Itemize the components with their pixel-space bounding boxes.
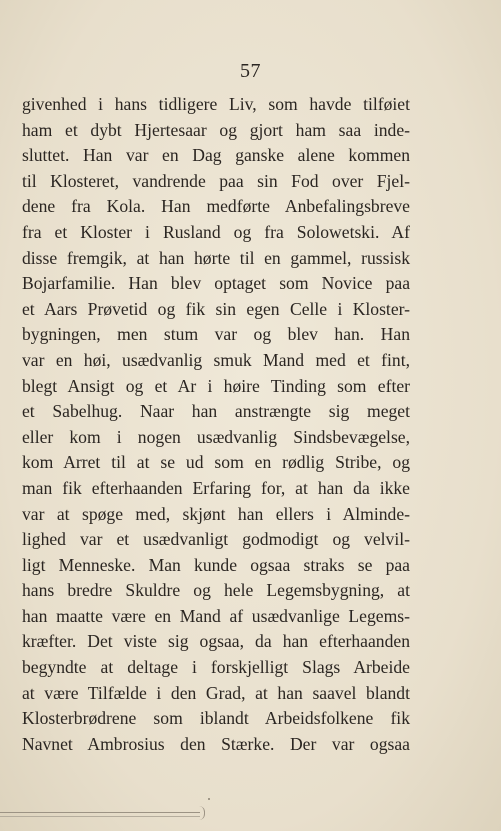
text-line: var en høi, usædvanlig smuk Mand med et fint, [22,349,410,370]
text-line: kom Arret til at se ud som en rødlig Stribe, og [22,452,410,473]
text-line: eller kom i nogen usædvanlig Sindsbevægelse, [22,426,410,447]
text-line: ham et dybt Hjertesaar og gjort ham saa inde- [22,119,410,140]
speck-mark [208,798,210,800]
text-line: til Klosteret, vandrende paa sin Fod over Fjel- [22,170,410,191]
text-line: Klosterbrødrene som iblandt Arbeidsfolkene fik [22,708,410,729]
text-line: Navnet Ambrosius den Stærke. Der var ogsaa [22,733,410,754]
text-line: givenhed i hans tidligere Liv, som havde tilføiet [22,94,410,114]
text-line: disse fremgik, at han hørte til en gammel, russisk [22,247,410,268]
body-text [22,92,410,757]
text-line: et Aars Prøvetid og fik sin egen Celle i Kloster- [22,298,410,319]
text-line: Bojarfamilie. Han blev optaget som Novice paa [22,273,410,294]
text-line: kræfter. Det viste sig ogsaa, da han efterhaanden [22,631,410,652]
text-line: hans bredre Skuldre og hele Legemsbygning, at [22,580,410,601]
text-line: et Sabelhug. Naar han anstrængte sig meget [22,401,410,422]
text-line: man fik efterhaanden Erfaring for, at han da ikke [22,477,410,498]
text-line: fra et Kloster i Rusland og fra Solowetski. Af [22,221,410,242]
footer-bracket [198,806,205,820]
text-line: begyndte at deltage i forskjelligt Slags Arbeide [22,657,410,678]
text-line: sluttet. Han var en Dag ganske alene kommen [22,145,410,166]
text-line: at være Tilfælde i den Grad, at han saavel blandt [22,682,410,703]
text-line: var at spøge med, skjønt han ellers i Alminde- [22,503,410,524]
footer-rule-lower [0,816,200,817]
text-line: han maatte være en Mand af usædvanlige Legems- [22,605,410,626]
footer-rule [0,812,200,813]
text-line: dene fra Kola. Han medførte Anbefalingsbreve [22,196,410,217]
text-line: blegt Ansigt og et Ar i høire Tinding som efter [22,375,410,396]
text-line: lighed var et usædvanligt godmodigt og velvil- [22,529,410,550]
text-line: bygningen, men stum var og blev han. Han [22,324,410,345]
page-number: 57 [240,60,261,82]
text-line: ligt Menneske. Man kunde ogsaa straks se paa [22,554,410,575]
